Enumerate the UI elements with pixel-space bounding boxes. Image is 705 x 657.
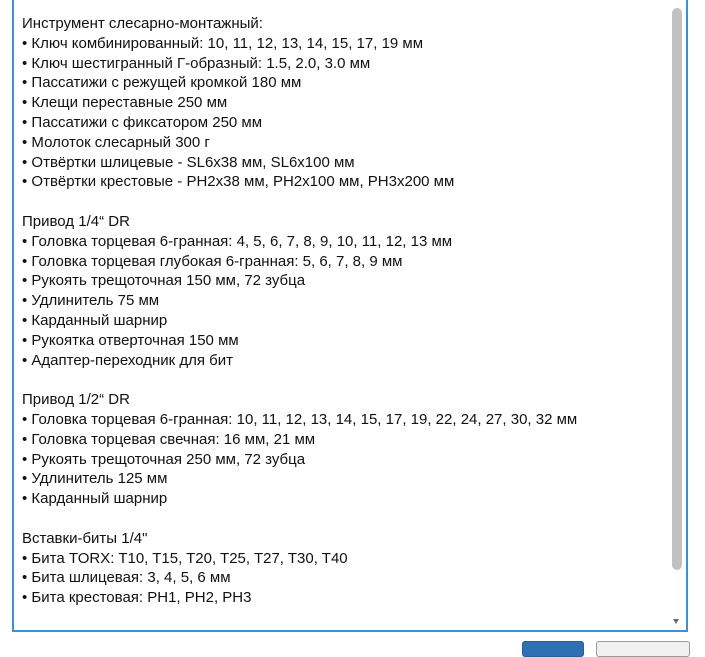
list-item: • Головка торцевая 6-гранная: 4, 5, 6, 7, 8, 9, 10, 11, 12, 13 мм: [22, 232, 672, 252]
list-item: • Клещи переставные 250 мм: [22, 93, 672, 113]
list-item: • Бита крестовая: PH1, PH2, PH3: [22, 588, 672, 608]
section-heading: Вставки-биты 1/4": [22, 529, 672, 549]
section-tools: [22, 14, 672, 192]
list-item: • Ключ шестигранный Г-образный: 1.5, 2.0, 3.0 мм: [22, 54, 672, 74]
list-item: • Пассатижи с режущей кромкой 180 мм: [22, 73, 672, 93]
secondary-button[interactable]: [596, 641, 690, 657]
list-item: • Карданный шарнир: [22, 311, 672, 331]
list-item: • Удлинитель 125 мм: [22, 469, 672, 489]
list-item: • Бита TORX: T10, T15, T20, T25, T27, T30, T40: [22, 549, 672, 569]
list-item: • Рукоять трещоточная 150 мм, 72 зубца: [22, 271, 672, 291]
list-item: • Рукоятка отверточная 150 мм: [22, 331, 672, 351]
list-item: • Ключ комбинированный: 10, 11, 12, 13, 14, 15, 17, 19 мм: [22, 34, 672, 54]
section-heading: Привод 1/2“ DR: [22, 390, 672, 410]
list-item: • Бита шлицевая: 3, 4, 5, 6 мм: [22, 568, 672, 588]
list-item: • Головка торцевая свечная: 16 мм, 21 мм: [22, 430, 672, 450]
list-item: • Головка торцевая 6-гранная: 10, 11, 12, 13, 14, 15, 17, 19, 22, 24, 27, 30, 32 мм: [22, 410, 672, 430]
scrollbar-thumb[interactable]: [672, 8, 682, 570]
section-heading: Инструмент слесарно-монтажный:: [22, 14, 672, 34]
list-item: • Отвёртки крестовые - PH2x38 мм, PH2x100 мм, PH3x200 мм: [22, 172, 672, 192]
description-panel: [12, 0, 688, 632]
list-item: • Адаптер-переходник для бит: [22, 351, 672, 371]
list-item: • Пассатижи с фиксатором 250 мм: [22, 113, 672, 133]
description-text: [22, 14, 672, 626]
section-bits: [22, 529, 672, 608]
list-item: • Головка торцевая глубокая 6-гранная: 5, 6, 7, 8, 9 мм: [22, 252, 672, 272]
section-heading: Привод 1/4“ DR: [22, 212, 672, 232]
list-item: • Молоток слесарный 300 г: [22, 133, 672, 153]
section-drive-half: [22, 390, 672, 509]
chevron-down-icon[interactable]: [673, 619, 679, 624]
list-item: • Карданный шарнир: [22, 489, 672, 509]
list-item: • Отвёртки шлицевые - SL6x38 мм, SL6x100 мм: [22, 153, 672, 173]
list-item: • Удлинитель 75 мм: [22, 291, 672, 311]
section-drive-quarter: [22, 212, 672, 370]
primary-button[interactable]: [522, 641, 584, 657]
list-item: • Рукоять трещоточная 250 мм, 72 зубца: [22, 450, 672, 470]
vertical-scrollbar[interactable]: [670, 0, 686, 630]
